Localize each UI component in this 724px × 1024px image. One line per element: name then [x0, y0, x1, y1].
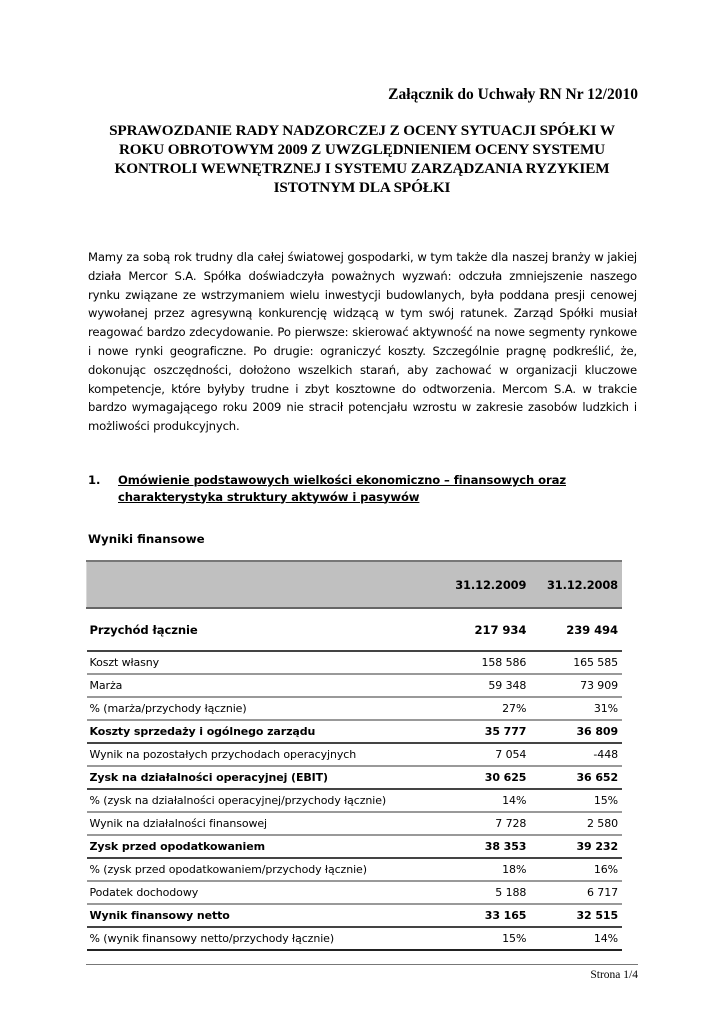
row-label: Zysk na działalności operacyjnej (EBIT) — [87, 766, 447, 789]
section-heading-text: Omówienie podstawowych wielkości ekonomiczno – finansowych oraz charakterystyka struktury aktywów i pasywów — [118, 473, 566, 504]
value-2009: 158 586 — [447, 651, 541, 674]
section-heading — [88, 472, 628, 505]
table-row — [87, 927, 623, 950]
value-2009: 7 054 — [447, 743, 541, 766]
section-number: 1. — [88, 473, 101, 487]
table-row — [87, 651, 623, 674]
value-2008: 32 515 — [540, 904, 622, 927]
row-label: % (zysk na działalności operacyjnej/przychody łącznie) — [87, 789, 447, 812]
row-label: Wynik na działalności finansowej — [87, 812, 447, 835]
row-label: Zysk przed opodatkowaniem — [87, 835, 447, 858]
row-label: Koszt własny — [87, 651, 447, 674]
value-2008: 39 232 — [540, 835, 622, 858]
table-row — [87, 881, 623, 904]
value-2008: 15% — [540, 789, 622, 812]
page-number: Strona 1/4 — [590, 969, 638, 981]
value-2009: 38 353 — [447, 835, 541, 858]
table-row — [87, 812, 623, 835]
value-2008: 16% — [540, 858, 622, 881]
table-body — [87, 608, 623, 950]
value-2008: -448 — [540, 743, 622, 766]
table-row — [87, 835, 623, 858]
intro-paragraph: Mamy za sobą rok trudny dla całej światowej gospodarki, w tym także dla naszej branży w jakiej działa Mercor S.A. Spółka doświadczyła poważnych wyzwań: odczuła zmniejszenie naszego rynku związane ze wstrzymaniem wielu inwestycji budowlanych, była poddana presji cenowej wywołanej przez agresywną konkurencję widzącą w tym swój ratunek. Zarząd Spółki musiał reagować bardzo zdecydowanie. Po pierwsze: skierować aktywność na nowe segmenty rynkowe i nowe rynki geograficzne. Po drugie: ograniczyć koszty. Szczególnie pragnę podkreślić, że, dokonując oszczędności, dołożono wszelkich starań, aby zachować w organizacji kluczowe kompetencje, które byłyby trudne i zbyt kosztowne do odtworzenia. Mercom S.A. w trakcie bardzo wymagającego roku 2009 nie stracił potencjału wzrostu w zakresie zasobów ludzkich i możliwości produkcyjnych. — [88, 250, 637, 434]
row-label: Wynik finansowy netto — [87, 904, 447, 927]
column-header-2008: 31.12.2008 — [540, 561, 622, 608]
value-2008: 165 585 — [540, 651, 622, 674]
column-header-label — [87, 561, 447, 608]
value-2009: 33 165 — [447, 904, 541, 927]
value-2008: 2 580 — [540, 812, 622, 835]
value-2008: 6 717 — [540, 881, 622, 904]
table-row — [87, 789, 623, 812]
value-2009: 15% — [447, 927, 541, 950]
table-row — [87, 743, 623, 766]
financial-results-table — [86, 560, 622, 951]
annex-label: Załącznik do Uchwały RN Nr 12/2010 — [388, 86, 638, 103]
value-2008: 14% — [540, 927, 622, 950]
value-2008: 73 909 — [540, 674, 622, 697]
value-2009: 14% — [447, 789, 541, 812]
table-header-row — [87, 561, 623, 608]
row-label: Koszty sprzedaży i ogólnego zarządu — [87, 720, 447, 743]
column-header-2009: 31.12.2009 — [447, 561, 541, 608]
table-row — [87, 697, 623, 720]
row-label: Przychód łącznie — [87, 608, 447, 651]
value-2009: 5 188 — [447, 881, 541, 904]
value-2009: 18% — [447, 858, 541, 881]
table-row — [87, 674, 623, 697]
value-2009: 217 934 — [447, 608, 541, 651]
row-label: % (marża/przychody łącznie) — [87, 697, 447, 720]
value-2009: 59 348 — [447, 674, 541, 697]
table-row — [87, 608, 623, 651]
value-2009: 7 728 — [447, 812, 541, 835]
table-row — [87, 720, 623, 743]
document-title: SPRAWOZDANIE RADY NADZORCZEJ Z OCENY SYTUACJI SPÓŁKI W ROKU OBROTOWYM 2009 Z UWZGLĘDNIENIEM OCENY SYSTEMU KONTROLI WEWNĘTRZNEJ I SYSTEMU ZARZĄDZANIA RYZYKIEM ISTOTNYM DLA SPÓŁKI — [109, 122, 615, 196]
table-row — [87, 904, 623, 927]
value-2008: 31% — [540, 697, 622, 720]
row-label: Wynik na pozostałych przychodach operacyjnych — [87, 743, 447, 766]
row-label: % (zysk przed opodatkowaniem/przychody łącznie) — [87, 858, 447, 881]
value-2008: 239 494 — [540, 608, 622, 651]
footer-divider — [86, 964, 638, 965]
value-2009: 35 777 — [447, 720, 541, 743]
value-2009: 30 625 — [447, 766, 541, 789]
table-row — [87, 766, 623, 789]
row-label: % (wynik finansowy netto/przychody łącznie) — [87, 927, 447, 950]
value-2008: 36 809 — [540, 720, 622, 743]
value-2008: 36 652 — [540, 766, 622, 789]
financial-results-heading: Wyniki finansowe — [88, 532, 205, 546]
row-label: Podatek dochodowy — [87, 881, 447, 904]
table-row — [87, 858, 623, 881]
value-2009: 27% — [447, 697, 541, 720]
row-label: Marża — [87, 674, 447, 697]
